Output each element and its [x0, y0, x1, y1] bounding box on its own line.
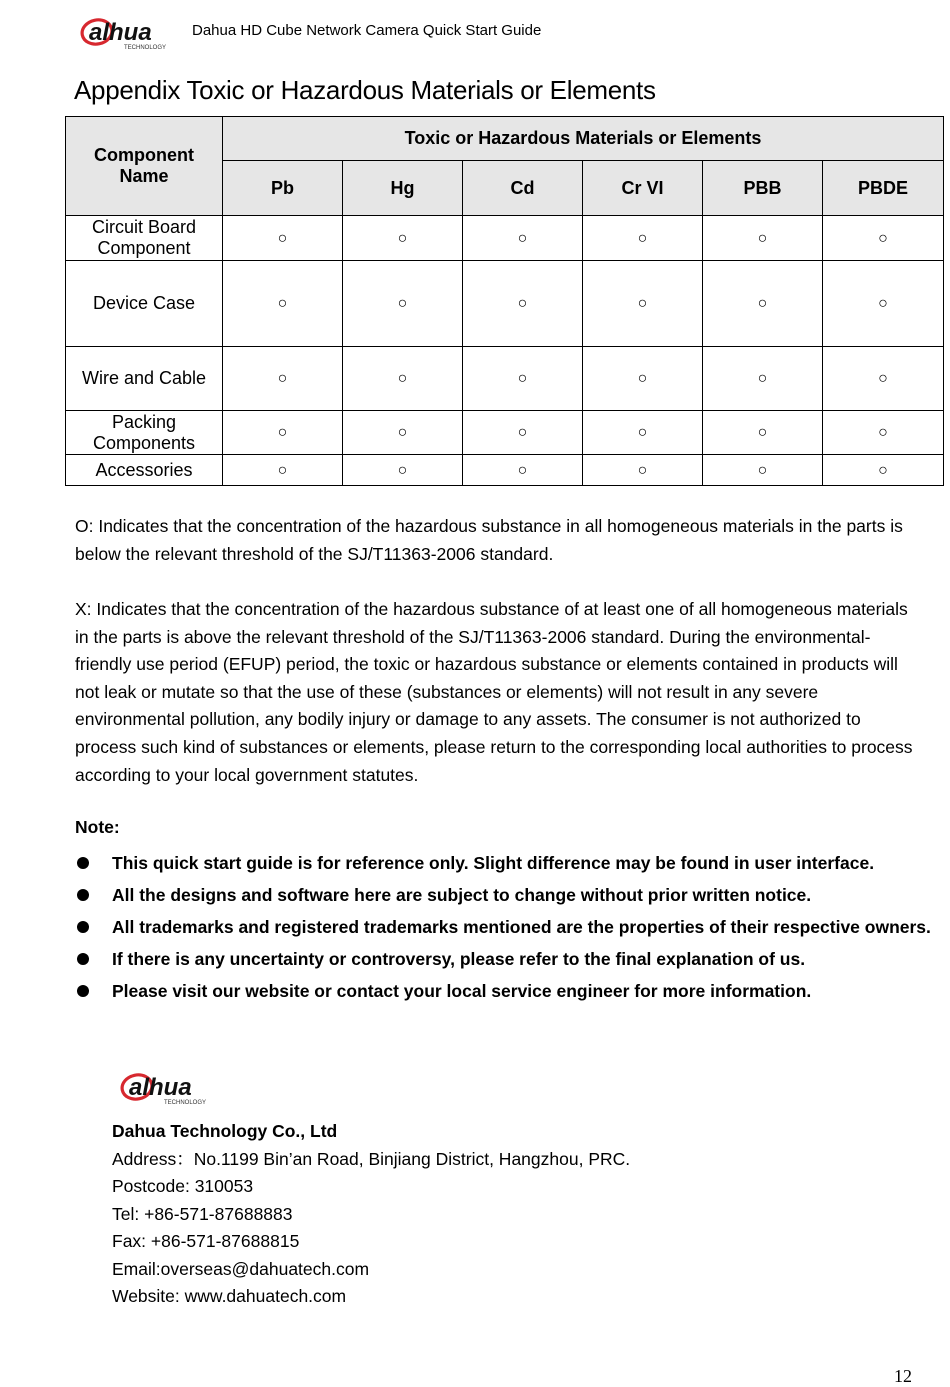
substance-mark-cell: ○	[823, 347, 944, 411]
substance-mark-cell: ○	[343, 261, 463, 347]
list-item: All trademarks and registered trademarks mentioned are the properties of their respective owners.	[75, 911, 935, 943]
table-row	[66, 261, 944, 347]
svg-text:TECHNOLOGY: TECHNOLOGY	[164, 1100, 207, 1105]
table-row	[66, 455, 944, 486]
substance-mark-cell: ○	[223, 216, 343, 261]
company-email: Email:overseas@dahuatech.com	[112, 1258, 370, 1279]
substance-mark-cell: ○	[703, 411, 823, 455]
dahua-logo-footer	[120, 1071, 224, 1105]
component-name-cell: Accessories	[66, 455, 223, 486]
company-name: Dahua Technology Co., Ltd	[112, 1121, 338, 1141]
document-title: Dahua HD Cube Network Camera Quick Start Guide	[192, 22, 542, 39]
substance-mark-cell: ○	[343, 347, 463, 411]
dahua-logo	[80, 16, 184, 50]
page-heading: Appendix Toxic or Hazardous Materials or Elements	[74, 75, 656, 105]
company-tel: Tel: +86-571-87688883	[112, 1203, 293, 1224]
substance-mark-cell: ○	[223, 411, 343, 455]
substance-mark-cell: ○	[583, 411, 703, 455]
substance-mark-cell: ○	[463, 411, 583, 455]
list-item: If there is any uncertainty or controversy, please refer to the final explanation of us.	[75, 943, 935, 975]
substance-mark-cell: ○	[823, 455, 944, 486]
legend-o-text: O: Indicates that the concentration of the hazardous substance in all homogeneous materials in the parts is below the relevant threshold of the SJ/T11363-2006 standard.	[75, 516, 903, 564]
page-number: 12	[894, 1366, 912, 1386]
substance-mark-cell: ○	[823, 261, 944, 347]
hazardous-materials-table	[65, 116, 944, 486]
component-name-cell: Wire and Cable	[66, 347, 223, 411]
list-item: All the designs and software here are subject to change without prior written notice.	[75, 879, 935, 911]
list-item: This quick start guide is for reference only. Slight difference may be found in user interface.	[75, 847, 935, 879]
substance-mark-cell: ○	[703, 216, 823, 261]
substance-mark-cell: ○	[223, 455, 343, 486]
table-row	[66, 216, 944, 261]
substance-mark-cell: ○	[583, 216, 703, 261]
svg-text:TECHNOLOGY: TECHNOLOGY	[124, 45, 167, 50]
substance-mark-cell: ○	[343, 216, 463, 261]
substance-mark-cell: ○	[463, 261, 583, 347]
substance-mark-cell: ○	[583, 261, 703, 347]
component-name-cell: Packing Components	[66, 411, 223, 455]
svg-text:alhua: alhua	[129, 1074, 192, 1101]
column-header: Pb	[223, 161, 343, 216]
company-contact	[112, 1118, 630, 1311]
column-header: PBB	[703, 161, 823, 216]
substance-mark-cell: ○	[823, 216, 944, 261]
bullet-icon	[77, 857, 89, 869]
column-header: Cr VI	[583, 161, 703, 216]
bullet-icon	[77, 889, 89, 901]
company-fax: Fax: +86-571-87688815	[112, 1231, 300, 1251]
substance-mark-cell: ○	[583, 347, 703, 411]
company-website: Website: www.dahuatech.com	[112, 1286, 347, 1306]
bullet-icon	[77, 953, 89, 965]
component-name-cell: Circuit Board Component	[66, 216, 223, 261]
company-postcode: Postcode: 310053	[112, 1176, 254, 1196]
column-header: PBDE	[823, 161, 944, 216]
bullet-icon	[77, 921, 89, 933]
substance-mark-cell: ○	[823, 411, 944, 455]
substance-mark-cell: ○	[703, 261, 823, 347]
column-header: Hg	[343, 161, 463, 216]
substance-mark-cell: ○	[703, 455, 823, 486]
substance-mark-cell: ○	[223, 347, 343, 411]
table-row	[66, 411, 944, 455]
column-header: Cd	[463, 161, 583, 216]
bullet-icon	[77, 985, 89, 997]
note-title: Note:	[75, 817, 120, 837]
component-name-header: Component Name	[66, 117, 223, 216]
table-row	[66, 347, 944, 411]
legend-x-text: X: Indicates that the concentration of the hazardous substance of at least one of all homogeneous materials in the parts is above the relevant threshold of the SJ/T11363-2006 standard. During the environmental-friendly use period (EFUP) period, the toxic or hazardous substance or elements contained in products will not leak or mutate so that the use of these (substances or elements) will not result in any severe environmental pollution, any bodily injury or damage to any assets. The consumer is not authorized to process such kind of substances or elements, please return to the corresponding local authorities to process according to your local government statutes.	[75, 599, 913, 785]
note-list	[75, 847, 935, 1007]
substance-mark-cell: ○	[703, 347, 823, 411]
substance-mark-cell: ○	[463, 216, 583, 261]
list-item: Please visit our website or contact your local service engineer for more information.	[75, 975, 935, 1007]
substance-mark-cell: ○	[343, 455, 463, 486]
materials-group-header: Toxic or Hazardous Materials or Elements	[223, 117, 944, 161]
substance-mark-cell: ○	[343, 411, 463, 455]
svg-text:alhua: alhua	[89, 19, 152, 46]
component-name-cell: Device Case	[66, 261, 223, 347]
company-address: Address：No.1199 Bin’an Road, Binjiang District, Hangzhou, PRC.	[112, 1148, 631, 1169]
substance-mark-cell: ○	[583, 455, 703, 486]
substance-mark-cell: ○	[463, 455, 583, 486]
substance-mark-cell: ○	[463, 347, 583, 411]
substance-mark-cell: ○	[223, 261, 343, 347]
